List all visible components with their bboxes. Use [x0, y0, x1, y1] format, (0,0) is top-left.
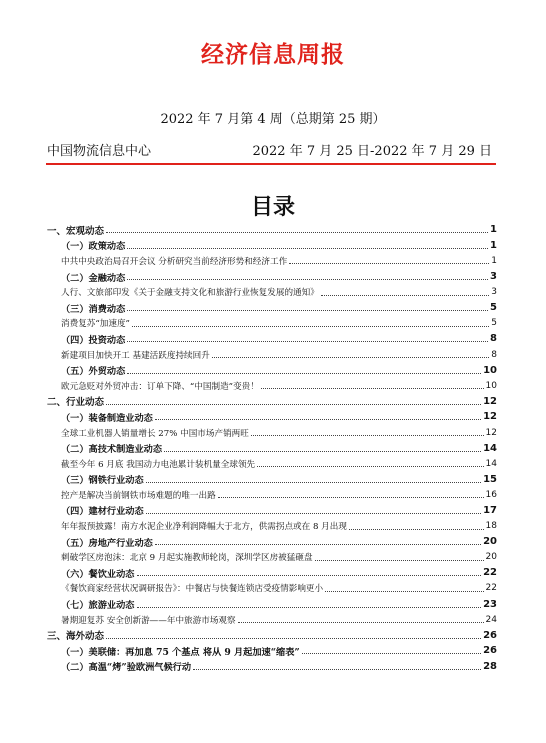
toc-page-number: 16	[485, 489, 497, 500]
toc-leader-dots	[164, 451, 481, 452]
toc-entry-text: （一）美联储：再加息 75 个基点 将从 9 月起加速“缩表”	[61, 646, 300, 658]
toc-page-number: 18	[485, 521, 497, 532]
header-divider	[46, 163, 496, 165]
toc-page-number: 17	[483, 504, 497, 516]
toc-entry-text: （一）装备制造业动态	[61, 412, 153, 424]
toc-article[interactable]	[47, 549, 497, 565]
toc-entry-text: （五）房地产行业动态	[61, 537, 153, 549]
organization-name: 中国物流信息中心	[47, 144, 152, 159]
toc-leader-dots	[127, 248, 488, 249]
toc-page-number: 8	[490, 333, 497, 345]
toc-entry-text: 暑期迎复苏 安全创新游——年中旅游市场观察	[61, 615, 236, 626]
report-title: 经济信息周报	[201, 42, 345, 68]
toc-leader-dots	[238, 622, 484, 623]
toc-page-number: 1	[490, 224, 497, 236]
toc-leader-dots	[302, 653, 481, 654]
toc-article[interactable]	[47, 316, 497, 332]
toc-leader-dots	[106, 404, 481, 405]
toc-page-number: 3	[490, 271, 497, 283]
toc-entry-text: 人行、文旅部印发《关于金融支持文化和旅游行业恢复发展的通知》	[61, 288, 319, 299]
toc-entry-text: 年年报预披露！南方水泥企业净利润降幅大于北方，供需拐点或在 8 月出现	[61, 522, 347, 533]
toc-page-number: 22	[485, 583, 497, 594]
meta-row	[47, 140, 492, 158]
toc-page-number: 5	[490, 302, 497, 314]
toc-subsection[interactable]	[47, 643, 497, 659]
toc-page-number: 26	[483, 629, 497, 641]
toc-page-number: 10	[483, 364, 497, 376]
toc-page-number: 12	[483, 411, 497, 423]
toc-entry-text: 二、行业动态	[47, 397, 105, 409]
toc-leader-dots	[146, 482, 481, 483]
toc-leader-dots	[137, 575, 482, 576]
toc-article[interactable]	[47, 456, 497, 472]
toc-leader-dots	[261, 388, 484, 389]
toc-leader-dots	[132, 326, 489, 327]
toc-article[interactable]	[47, 487, 497, 503]
toc-leader-dots	[106, 232, 488, 233]
toc-article[interactable]	[47, 518, 497, 534]
toc-leader-dots	[349, 529, 484, 530]
toc-leader-dots	[251, 435, 484, 436]
toc-page-number: 12	[483, 395, 497, 407]
toc-leader-dots	[321, 295, 489, 296]
toc-leader-dots	[315, 560, 484, 561]
toc-entry-text: 新建项目加快开工 基建活跃度持续回升	[61, 350, 210, 361]
toc-page-number: 14	[483, 442, 497, 454]
toc-article[interactable]	[47, 284, 497, 300]
toc-leader-dots	[289, 263, 489, 264]
toc-leader-dots	[137, 607, 482, 608]
toc-subsection[interactable]	[47, 596, 497, 612]
toc-page-number: 23	[483, 598, 497, 610]
toc-page-number: 28	[483, 660, 497, 672]
toc-subsection[interactable]	[47, 472, 497, 488]
toc-page-number: 10	[485, 380, 497, 391]
toc-leader-dots	[325, 591, 483, 592]
toc-leader-dots	[127, 373, 481, 374]
date-range: 2022 年 7 月 25 日-2022 年 7 月 29 日	[252, 144, 492, 159]
toc-section[interactable]	[47, 394, 497, 410]
toc-subsection[interactable]	[47, 362, 497, 378]
toc-leader-dots	[218, 497, 484, 498]
toc-entry-text: （六）餐饮业动态	[61, 568, 135, 580]
toc-entry-text: 欧元急贬对外贸冲击：订单下降、“中国制造”变贵！	[61, 381, 259, 392]
toc-article[interactable]	[47, 612, 497, 628]
toc-subsection[interactable]	[47, 565, 497, 581]
toc-leader-dots	[155, 544, 481, 545]
toc-entry-text: （三）消费动态	[61, 303, 126, 315]
issue-number: 2022 年 7 月第 4 周（总期第 25 期）	[160, 112, 386, 127]
toc-page-number: 24	[485, 614, 497, 625]
toc-page-number: 3	[491, 287, 497, 298]
toc-page-number: 15	[483, 473, 497, 485]
toc-entry-text: （二）金融动态	[61, 272, 126, 284]
toc-section[interactable]	[47, 222, 497, 238]
toc-entry-text: （四）建材行业动态	[61, 506, 144, 518]
toc-entry-text: （二）高技术制造业动态	[61, 444, 163, 456]
toc-page-number: 8	[491, 349, 497, 360]
toc-subsection[interactable]	[47, 331, 497, 347]
toc-page-number: 20	[485, 552, 497, 563]
toc-page-number: 20	[483, 536, 497, 548]
toc-entry-text: （三）钢铁行业动态	[61, 475, 144, 487]
toc-entry-text: 《餐饮商家经营状况调研报告》：中餐店与快餐连锁店受疫情影响更小	[61, 584, 324, 595]
toc-entry-text: 刺破学区房泡沫：北京 9 月起实施教师轮岗，深圳学区房被猛砸盘	[61, 553, 313, 564]
toc-entry-text: 控产是解决当前钢铁市场难题的唯一出路	[61, 490, 216, 501]
toc-entry-text: （一）政策动态	[61, 241, 126, 253]
toc-leader-dots	[257, 466, 483, 467]
toc-subsection[interactable]	[47, 409, 497, 425]
toc-leader-dots	[127, 341, 488, 342]
toc-leader-dots	[155, 419, 481, 420]
toc-entry-text: 中共中央政治局召开会议 分析研究当前经济形势和经济工作	[61, 256, 288, 267]
toc-subsection[interactable]	[47, 238, 497, 254]
toc-leader-dots	[127, 279, 488, 280]
toc-article[interactable]	[47, 425, 497, 441]
toc-subsection[interactable]	[47, 269, 497, 285]
toc-page-number: 5	[491, 318, 497, 329]
toc-subsection[interactable]	[47, 503, 497, 519]
toc-leader-dots	[127, 310, 488, 311]
toc-entry-text: 截至今年 6 月底 我国动力电池累计装机量全球领先	[61, 459, 256, 470]
toc-subsection[interactable]	[47, 534, 497, 550]
table-of-contents	[47, 222, 497, 674]
toc-article[interactable]	[47, 347, 497, 363]
toc-article[interactable]	[47, 378, 497, 394]
toc-heading: 目录	[250, 195, 295, 220]
toc-entry-text: 一、宏观动态	[47, 225, 105, 237]
toc-page-number: 22	[483, 567, 497, 579]
toc-subsection[interactable]	[47, 300, 497, 316]
toc-entry-text: （二）高温“烤”验欧洲气候行动	[61, 662, 192, 674]
toc-subsection[interactable]	[47, 440, 497, 456]
toc-leader-dots	[193, 669, 481, 670]
toc-entry-text: （五）外贸动态	[61, 366, 126, 378]
toc-page-number: 14	[485, 458, 497, 469]
toc-article[interactable]	[47, 253, 497, 269]
toc-entry-text: 三、海外动态	[47, 631, 105, 643]
toc-entry-text: 全球工业机器人销量增长 27% 中国市场产销两旺	[61, 428, 249, 439]
toc-page-number: 12	[485, 427, 497, 438]
toc-page-number: 1	[490, 239, 497, 251]
toc-article[interactable]	[47, 581, 497, 597]
toc-entry-text: （四）投资动态	[61, 334, 126, 346]
toc-page-number: 1	[491, 255, 497, 266]
toc-page-number: 26	[483, 645, 497, 657]
toc-leader-dots	[212, 357, 489, 358]
toc-leader-dots	[106, 638, 481, 639]
toc-entry-text: （七）旅游业动态	[61, 600, 135, 612]
toc-leader-dots	[146, 513, 481, 514]
toc-section[interactable]	[47, 627, 497, 643]
toc-entry-text: 消费复苏“加速度”	[61, 319, 130, 330]
toc-subsection[interactable]	[47, 659, 497, 675]
